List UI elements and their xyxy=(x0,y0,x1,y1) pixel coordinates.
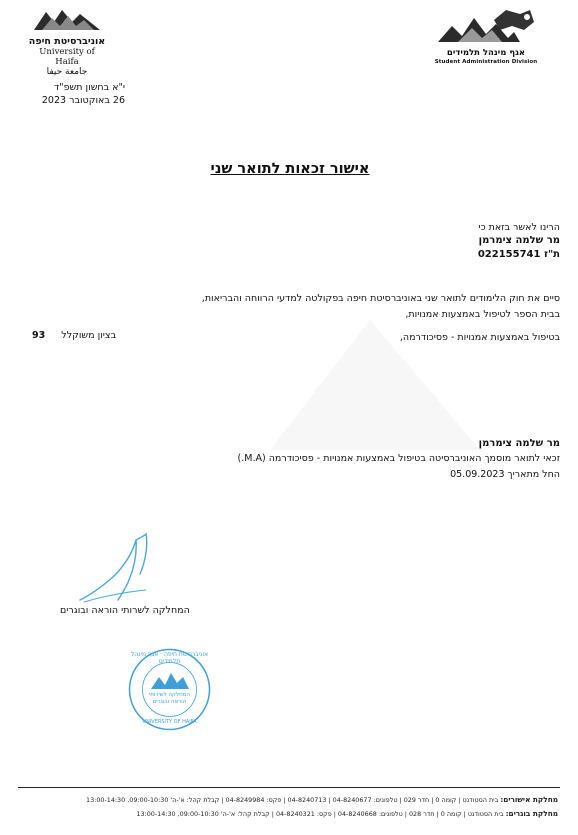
university-name-arabic: جامعة حيفا xyxy=(46,67,88,77)
recipient-id: ת"ז 022155741 xyxy=(477,249,560,260)
university-name-english: University of Haifa xyxy=(39,47,95,67)
stamp-inner-text-1: המחלקה לשירותי xyxy=(149,692,190,698)
division-logo xyxy=(432,8,540,68)
gregorian-date: 26 באוקטובר 2023 xyxy=(41,95,125,106)
hebrew-date: י"א בחשון תשפ"ד xyxy=(54,82,125,93)
footer-graduates-text: בית הסטודנט | קומה 0 | חדר 028 | טלפונים: 04-8240668 | פקס: 04-8240321 | קבלת קהל: א'-ה' 09:00-10:30, 13:00-14:30 xyxy=(136,810,504,818)
grade-value: 93 xyxy=(32,330,46,341)
grade-label: בציון משוקלל xyxy=(61,330,117,341)
footer-approvals-text: בית הסטודנט | קומה 0 | חדר 029 | טלפונים: 04-8240677 | 04-8240713 | פקס: 04-8249984 | קבלת קהל: א'-ה' 09:00-10:30, 13:00-14:30 xyxy=(86,796,499,804)
signing-department: המחלקה לשרותי הוראה ובוגרים xyxy=(60,605,190,616)
university-logo-mark xyxy=(32,8,102,32)
footer-graduates-label: מחלקת בוגרים: xyxy=(505,809,558,818)
completion-line-1: סיים את חוק הלימודים לתואר שני באוניברסיטת חיפה בפקולטה למדעי הרווחה והבריאות, xyxy=(201,293,560,304)
stamp-outer-text: אוניברסיטת חיפה · אגף מינהל תלמידים xyxy=(130,651,209,665)
university-name-hebrew: אוניברסיטת חיפה xyxy=(28,36,106,47)
footer-approvals-line xyxy=(86,795,558,804)
entitlement-line: זכאי לתואר מוסמך האוניברסיטה בטיפול באמצעות אמנויות - פסיכודרמה (M.A.) xyxy=(237,453,560,464)
program-line: בטיפול באמצעות אמנויות - פסיכודרמה, xyxy=(399,332,560,343)
weighted-grade xyxy=(32,330,116,341)
recipient-name-2: מר שלמה צימרמן xyxy=(478,438,560,449)
university-logo xyxy=(28,8,106,77)
signature xyxy=(74,530,164,608)
official-stamp xyxy=(127,647,212,732)
division-logo-mark xyxy=(434,8,538,44)
recipient-name: מר שלמה צימרמן xyxy=(478,235,560,246)
stamp-inner-text-2: הוראה ובוגרים xyxy=(152,699,187,705)
effective-date-line: החל מתאריך 05.09.2023 xyxy=(450,469,560,480)
intro-text: הרינו לאשר בזאת כי xyxy=(478,222,560,233)
division-name-hebrew: אגף מינהל תלמידים xyxy=(446,48,526,58)
stamp-english-text: UNIVERSITY OF HAIFA xyxy=(142,719,197,725)
completion-line-2: בבית הספר לטיפול באמצעות אמנויות, xyxy=(405,309,560,320)
footer-approvals-label: מחלקת אישורים: xyxy=(500,795,558,804)
footer-divider xyxy=(18,787,560,788)
footer-graduates-line xyxy=(136,809,558,818)
document-title: אישור זכאות לתואר שני xyxy=(210,161,370,177)
division-name-english: Student Administration Division xyxy=(434,59,538,65)
watermark-logo xyxy=(250,300,500,460)
